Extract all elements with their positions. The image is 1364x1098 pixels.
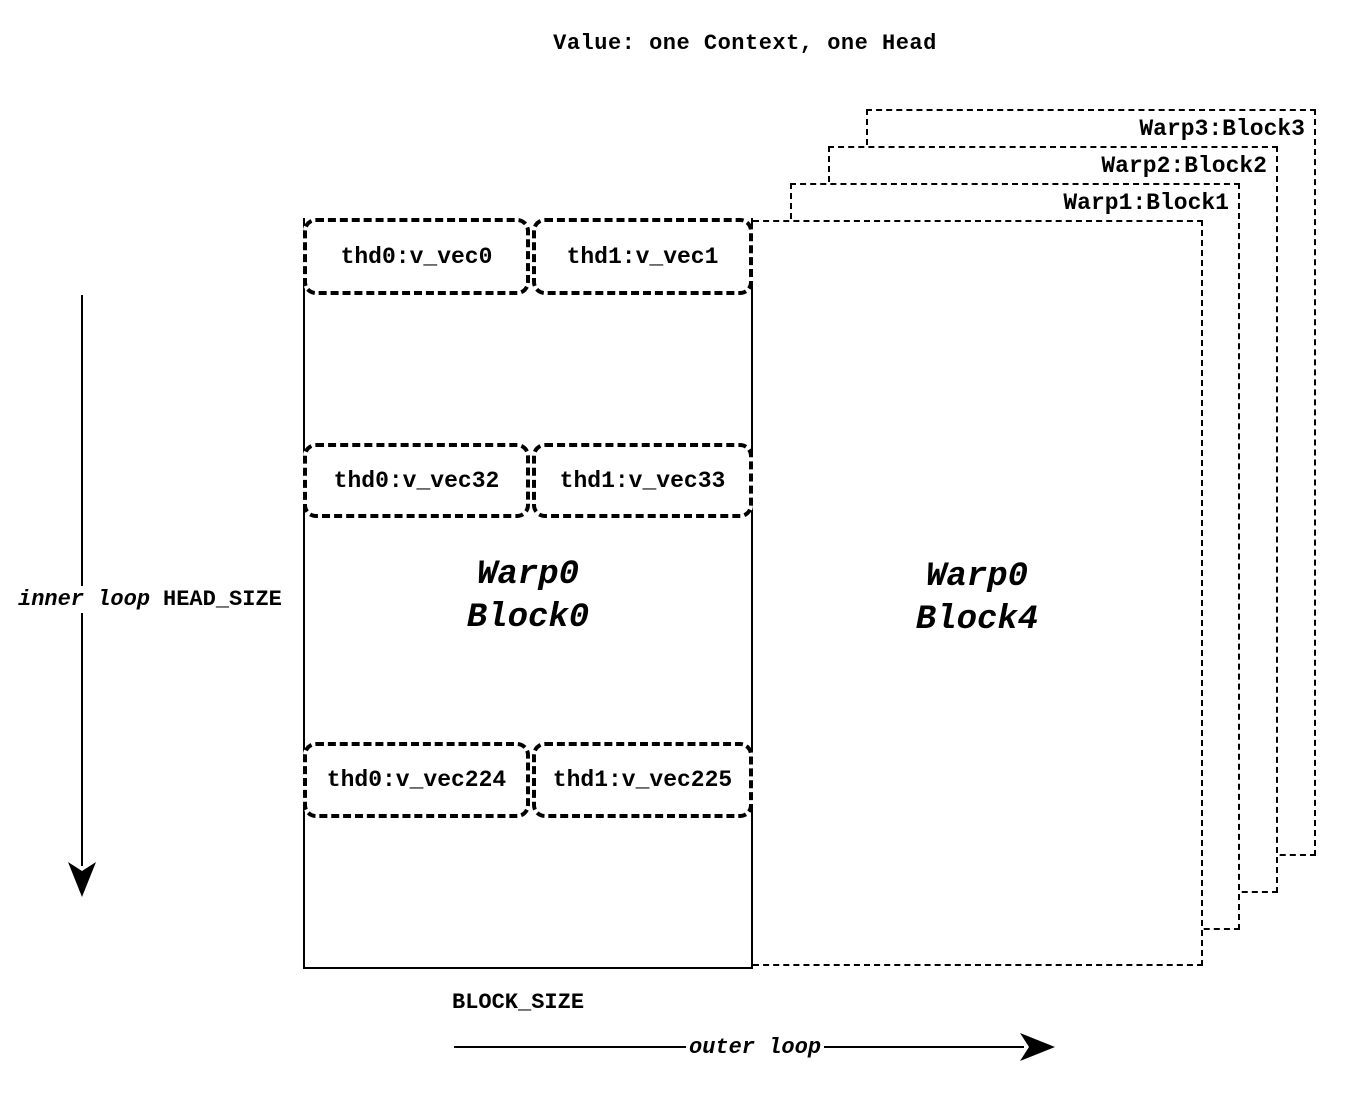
warp0-block0-label <box>305 554 751 640</box>
warp0-block4-label <box>753 556 1201 642</box>
inner-loop-head-size-label <box>18 586 282 613</box>
diagram-title: Value: one Context, one Head <box>553 31 937 56</box>
outer-loop-label: outer loop <box>686 1034 824 1061</box>
thread-vector-box-thd0-v_vec224: thd0:v_vec224 <box>303 742 530 818</box>
warp0-block4-label-line1: Warp0 <box>925 558 1029 596</box>
warp0-block4-label-line2: Block4 <box>915 601 1039 639</box>
warp0-block0-label-line1: Warp0 <box>476 556 580 594</box>
warp0-block0-box <box>303 218 753 969</box>
block-size-label: BLOCK_SIZE <box>452 990 585 1015</box>
thread-vector-box-thd1-v_vec33: thd1:v_vec33 <box>532 443 753 518</box>
warp3-block3-label: Warp3:Block3 <box>1139 116 1305 142</box>
thread-vector-box-thd1-v_vec225: thd1:v_vec225 <box>532 742 753 818</box>
head-size-label: HEAD_SIZE <box>163 587 282 612</box>
warp0-block0-label-line2: Block0 <box>466 599 590 637</box>
warp0-block4-box <box>753 220 1203 966</box>
inner-loop-label: inner loop <box>18 587 151 612</box>
thread-vector-box-thd1-v_vec1: thd1:v_vec1 <box>532 218 753 295</box>
warp1-block1-label: Warp1:Block1 <box>1063 190 1229 216</box>
warp2-block2-label: Warp2:Block2 <box>1101 153 1267 179</box>
thread-vector-box-thd0-v_vec32: thd0:v_vec32 <box>303 443 530 518</box>
thread-vector-box-thd0-v_vec0: thd0:v_vec0 <box>303 218 530 295</box>
